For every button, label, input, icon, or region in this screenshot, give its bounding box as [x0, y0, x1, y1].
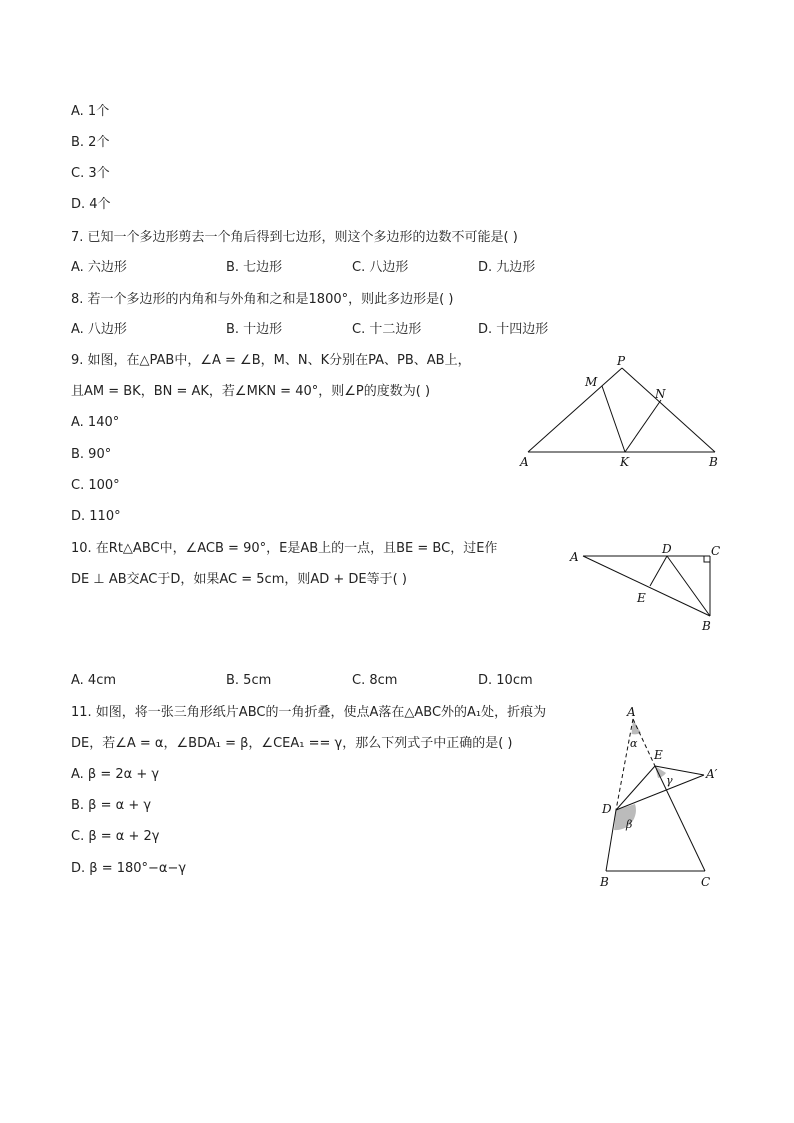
q10-option-d: D. 10cm [478, 673, 533, 688]
q6-option-a: A. 1个 [71, 104, 110, 119]
q8-stem: 8. 若一个多边形的内角和与外角和之和是1800°，则此多边形是( ) [71, 292, 454, 307]
q10-label-d: D [662, 542, 672, 556]
q6-option-b: B. 2个 [71, 135, 110, 150]
q9-option-d: D. 110° [71, 509, 121, 524]
q6-option-d: D. 4个 [71, 197, 111, 212]
q11-fold-figure [590, 700, 730, 890]
q7-option-b: B. 七边形 [226, 260, 283, 275]
q9-option-a: A. 140° [71, 415, 120, 430]
q7-option-d: D. 九边形 [478, 260, 536, 275]
q10-stem-line2: DE ⊥ AB交AC于D，如果AC = 5cm，则AD + DE等于( ) [71, 572, 407, 587]
q9-label-m: M [585, 375, 598, 389]
q7-option-a: A. 六边形 [71, 260, 127, 275]
q11-option-c: C. β = α + 2γ [71, 829, 160, 844]
q10-stem-line1: 10. 在Rt△ABC中，∠ACB = 90°，E是AB上的一点，且BE = BC，过E作 [71, 541, 498, 556]
q9-triangle-figure [515, 352, 725, 472]
q9-label-b: B [709, 455, 718, 469]
q11-label-alpha: α [630, 737, 638, 750]
q11-label-d: D [602, 802, 612, 816]
q11-label-b: B [600, 875, 609, 889]
q9-label-k: K [620, 455, 629, 469]
q11-stem-line2: DE，若∠A = α，∠BDA₁ = β，∠CEA₁ == γ，那么下列式子中正确的是( ) [71, 736, 513, 751]
q9-option-b: B. 90° [71, 447, 112, 462]
q11-option-b: B. β = α + γ [71, 798, 152, 813]
q10-label-c: C [711, 544, 721, 558]
q7-option-c: C. 八边形 [352, 260, 409, 275]
q11-option-d: D. β = 180°−α−γ [71, 861, 187, 876]
q10-label-e: E [637, 591, 646, 605]
q10-option-b: B. 5cm [226, 673, 272, 688]
q10-label-b: B [702, 619, 711, 633]
q8-option-c: C. 十二边形 [352, 322, 422, 337]
q11-stem-line1: 11. 如图，将一张三角形纸片ABC的一角折叠，使点A落在△ABC外的A₁处，折痕为 [71, 705, 547, 720]
q11-option-a: A. β = 2α + γ [71, 767, 160, 782]
q11-label-beta: β [626, 818, 633, 831]
q9-label-n: N [655, 387, 666, 401]
q9-stem-line1: 9. 如图，在△PAB中，∠A = ∠B，M、N、K分别在PA、PB、AB上， [71, 353, 471, 368]
q8-option-d: D. 十四边形 [478, 322, 549, 337]
q9-label-p: P [617, 354, 626, 368]
q9-label-a: A [520, 455, 529, 469]
q7-stem: 7. 已知一个多边形剪去一个角后得到七边形，则这个多边形的边数不可能是( ) [71, 230, 518, 245]
q11-label-a: A [627, 705, 636, 719]
q6-option-c: C. 3个 [71, 166, 110, 181]
q10-option-a: A. 4cm [71, 673, 117, 688]
q10-triangle-figure [565, 540, 730, 635]
q9-option-c: C. 100° [71, 478, 120, 493]
q11-label-a1: A′ [706, 767, 718, 781]
q8-option-b: B. 十边形 [226, 322, 283, 337]
q11-label-gamma: γ [666, 774, 673, 787]
q9-stem-line2: 且AM = BK，BN = AK，若∠MKN = 40°，则∠P的度数为( ) [71, 384, 431, 399]
q11-label-c: C [701, 875, 711, 889]
q11-label-e: E [654, 748, 663, 762]
q10-option-c: C. 8cm [352, 673, 398, 688]
q8-option-a: A. 八边形 [71, 322, 127, 337]
q10-label-a: A [570, 550, 579, 564]
